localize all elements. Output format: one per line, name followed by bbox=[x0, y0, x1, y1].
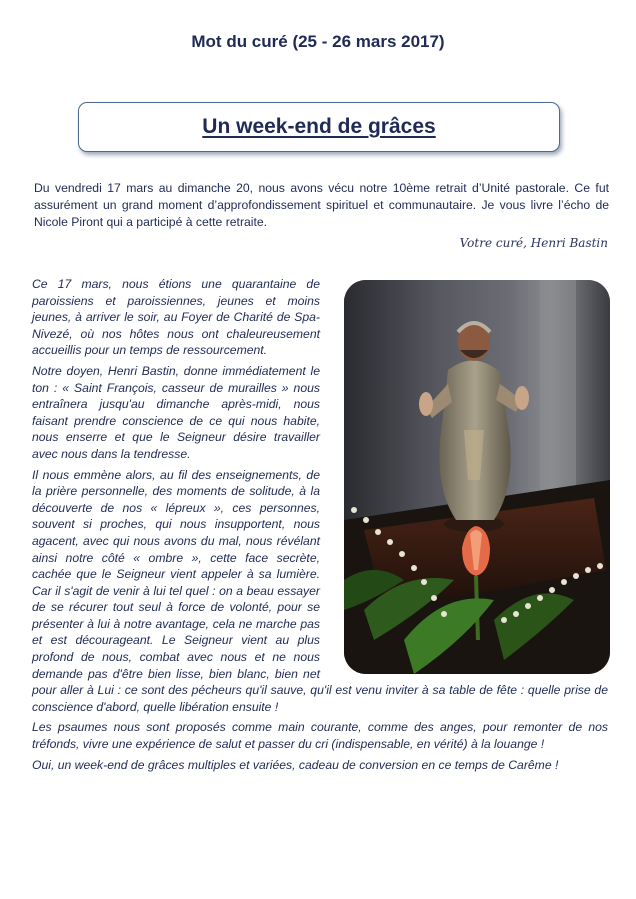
body-paragraph-2: Notre doyen, Henri Bastin, donne immédiatement le ton : « Saint François, casseur de murailles » nous entraînera jusqu'au dimanche après-midi, nous faisant prendre conscience de ce qui nous habite, nous enserre et que le Seigneur désire travailler avec nous dans la tendresse. bbox=[32, 363, 320, 461]
intro-section bbox=[34, 180, 609, 231]
body-paragraph-5: Oui, un week-end de grâces multiples et variées, cadeau de conversion en ce temps de Carême ! bbox=[32, 757, 559, 772]
body-paragraph-1: Ce 17 mars, nous étions une quarantaine de paroissiens et paroissiennes, jeunes et moins jeunes, à arriver le soir, au Foyer de Charité de Spa-Nivezé, où nos hôtes nous ont chaleureusement accueillis pour un temps de ressourcement. bbox=[32, 277, 320, 358]
article-title: Un week-end de grâces bbox=[202, 115, 436, 138]
body-paragraph-4: Les psaumes nous sont proposés comme main courante, comme des anges, pour remonter de nos tréfonds, vivre une expérience de salut et passer du cri (indispensable, en vérité) à la louange ! bbox=[32, 720, 608, 752]
article-body bbox=[32, 276, 608, 777]
body-paragraph-3: Il nous emmène alors, au fil des enseignements, de la prière personnelle, des moments de solitude, à la découverte de nos « lépreux », ces personnes, souvent si proches, qui nous insupportent, nous agacent, avec qui nous avons du mal, nous révélant ainsi notre côté « ombre », cette face secrète, cachée que le Seigneur vient appeler à sa lumière. Car il s'agit de venir à lui tel quel : on a beau essayer de se récurer tout seul à force de volonté, pour se présenter à lui à notre avantage, cela ne marche pas et est décourageant. Le Seigneur vient au plus profond de nous, combat avec nous et ne nous demande pas d'être bien lisse, bien blanc, bien net pour aller à Lui : ce sont des pécheurs qu'il sauve, qu'il est venu inviter à sa table de fête : quelle prise de conscience d'abord, quelle libération ensuite ! bbox=[32, 467, 608, 714]
page-header-title: Mot du curé (25 - 26 mars 2017) bbox=[191, 32, 445, 51]
statue-illustration bbox=[344, 280, 610, 674]
title-box bbox=[78, 102, 560, 152]
signature: Votre curé, Henri Bastin bbox=[459, 236, 608, 250]
intro-paragraph: Du vendredi 17 mars au dimanche 20, nous avons vécu notre 10ème retrait d’Unité pastorale. Ce fut assurément un grand moment d’approfondissement spirituel et communautaire. Je vous livre l’écho de Nicole Piront qui a participé à cette retraite. bbox=[34, 181, 609, 229]
statue-photo bbox=[344, 280, 610, 674]
